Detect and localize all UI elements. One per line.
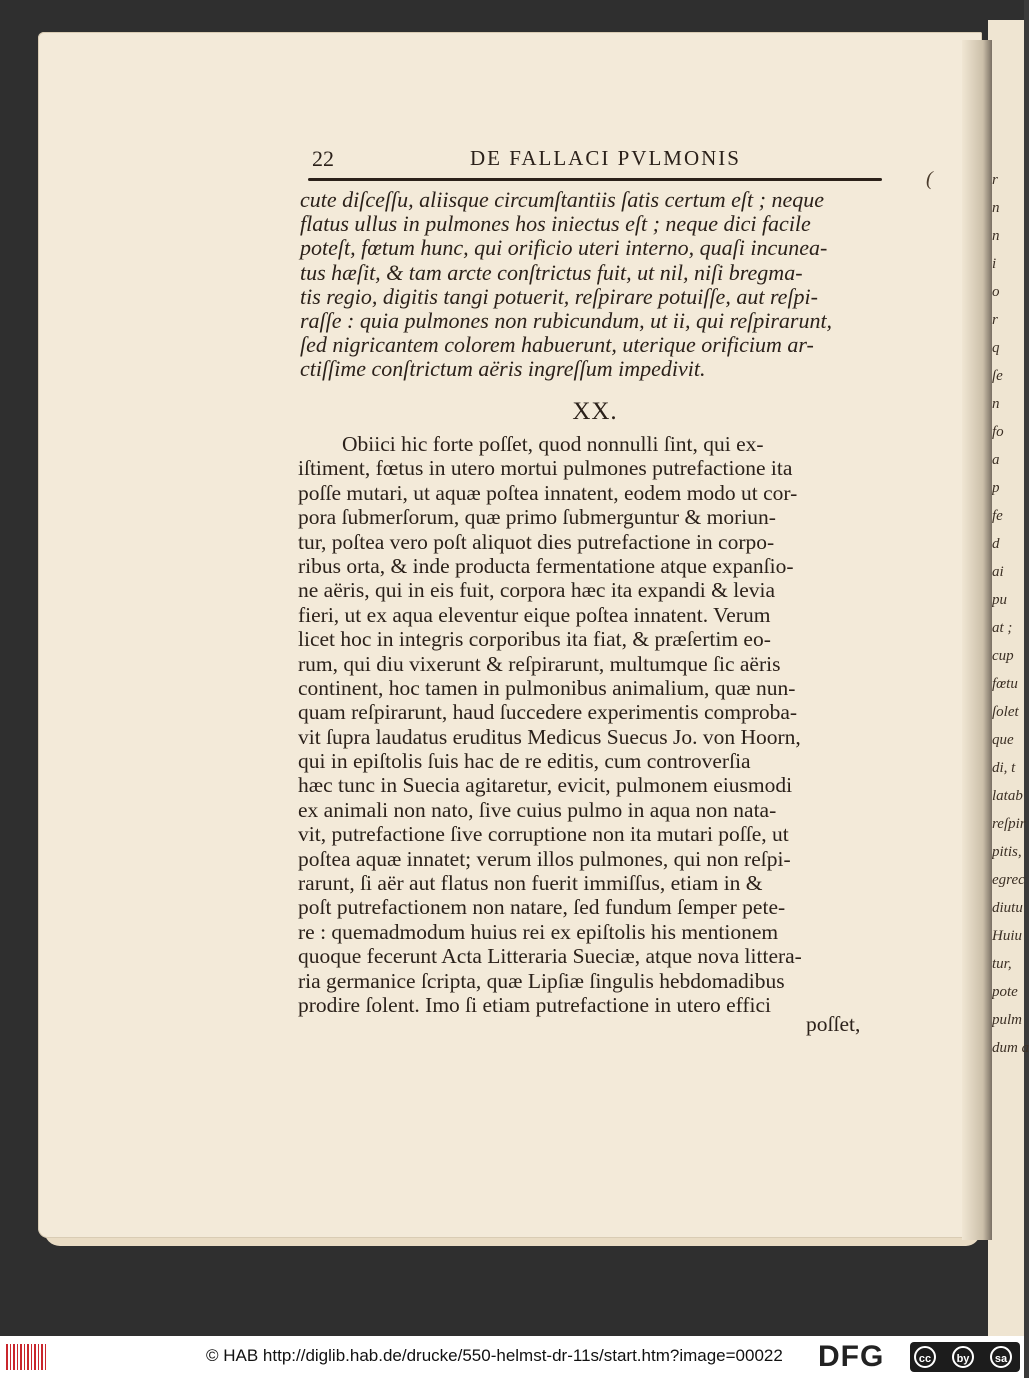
neighbor-fragment: egrec	[992, 872, 1025, 888]
neighbor-fragment: a	[992, 452, 1000, 468]
text-line: ſed nigricantem colorem habuerunt, uterique orificium ar-	[300, 332, 814, 358]
text-line: tur, poſtea vero poſt aliquot dies putrefactione in corpo-	[298, 529, 775, 554]
neighbor-fragment: n	[992, 396, 1000, 412]
text-line: pora ſubmerſorum, quæ primo ſubmerguntur & moriun-	[298, 505, 776, 530]
neighbor-fragment: diutu	[992, 900, 1023, 916]
dfg-logo: DFG	[818, 1340, 885, 1373]
text-line: prodire ſolent. Imo ſi etiam putrefactione in utero effici	[298, 992, 772, 1017]
hab-logo-icon	[6, 1344, 48, 1370]
text-line: ne aëris, qui in eis fuit, corpora hæc ita expandi & levia	[298, 578, 776, 603]
text-line: ribus orta, & inde producta fermentatione atque expanſio-	[298, 553, 794, 578]
neighbor-fragment: ſe	[992, 368, 1003, 384]
neighbor-fragment: n	[992, 200, 1000, 216]
cc-license-icon[interactable]	[910, 1342, 1020, 1372]
cc-icon: cc	[914, 1346, 936, 1368]
neighbor-fragment: pulm	[992, 1012, 1022, 1028]
margin-mark: (	[926, 168, 933, 190]
text-line: quoque fecerunt Acta Litteraria Sueciæ, atque nova littera-	[298, 944, 802, 969]
text-line: ctiſſime conſtrictum aëris ingreſſum impedivit.	[300, 356, 706, 382]
text-line: ria germanice ſcripta, quæ Lipſiæ ſingulis hebdomadibus	[298, 968, 785, 993]
by-icon: by	[952, 1346, 974, 1368]
text-line: continent, hoc tamen in pulmonibus animalium, quæ nun-	[298, 675, 796, 700]
neighbor-fragment: ſolet	[992, 704, 1019, 720]
neighbor-fragment: tur,	[992, 956, 1012, 972]
text-line: licet hoc in integris corporibus ita fiat, & præſertim eo-	[298, 627, 771, 652]
text-line: cute diſceſſu, aliisque circumſtantiis ſatis certum eſt ; neque	[300, 187, 825, 212]
neighbor-fragment: cup	[992, 648, 1014, 664]
neighbor-fragment: n	[992, 228, 1000, 244]
page-header	[312, 146, 882, 176]
neighbor-fragment: p	[992, 480, 1000, 496]
neighbor-fragment: que	[992, 732, 1014, 748]
neighbor-fragment: q	[992, 340, 1000, 356]
text-line: flatus ullus in pulmones hos iniectus eſt ; neque dici facile	[300, 211, 811, 237]
neighbor-fragment: reſpir	[992, 816, 1026, 832]
text-line: fieri, ut ex aqua eleventur eique poſtea innatent. Verum	[298, 602, 771, 627]
catchword: poſſet,	[806, 1012, 861, 1036]
neighbor-fragment: ai	[992, 564, 1004, 580]
text-line: quam reſpirarunt, haud ſuccedere experimentis comproba-	[298, 700, 798, 725]
neighbor-fragment: fe	[992, 508, 1003, 524]
section-heading: XX.	[572, 398, 618, 425]
text-line: poſſe mutari, ut aquæ poſtea innatent, eodem modo ut cor-	[298, 480, 798, 505]
text-line: poſt putrefactionem non natare, ſed fundum ſemper pete-	[298, 895, 786, 920]
text-line: poſtea aquæ innatet; verum illos pulmones, qui non reſpi-	[298, 846, 791, 871]
neighbor-fragment: Huiu	[992, 928, 1022, 944]
text-line: tus hæſit, & tam arcte conſtrictus fuit, ut nil, niſi bregma-	[300, 259, 803, 285]
neighbor-fragment: pote	[992, 984, 1018, 1000]
text-line: rarunt, ſi aër aut flatus non fuerit immiſſus, etiam in &	[298, 871, 763, 896]
text-line: Obiici hic forte poſſet, quod nonnulli ſint, qui ex-	[342, 432, 764, 456]
page-number: 22	[312, 146, 334, 171]
neighbor-fragment: at ;	[992, 620, 1013, 636]
copyright-link[interactable]: © HAB http://diglib.hab.de/drucke/550-helmst-dr-11s/start.htm?image=00022	[206, 1346, 783, 1365]
sa-icon: sa	[990, 1346, 1012, 1368]
neighbor-fragment: o	[992, 284, 1000, 300]
text-line: hæc tunc in Suecia agitaretur, evicit, pulmonem eiusmodi	[298, 773, 793, 798]
neighbor-fragment: d	[992, 536, 1000, 552]
text-line: rum, qui diu vixerunt & reſpirarunt, multumque ſic aëris	[298, 651, 781, 676]
text-line: vit ſupra laudatus eruditus Medicus Suecus Jo. von Hoorn,	[298, 724, 801, 749]
neighbor-fragment: fo	[992, 424, 1004, 440]
body-paragraph	[298, 432, 890, 1017]
neighbor-fragment: pitis,	[992, 844, 1022, 860]
neighbor-page	[988, 20, 1029, 1336]
text-line: qui in epiſtolis ſuis hac de re editis, cum controverſia	[298, 749, 751, 774]
text-line: raſſe : quia pulmones non rubicundum, ut ii, qui reſpirarunt,	[300, 307, 833, 333]
neighbor-fragment: latab	[992, 788, 1023, 804]
neighbor-fragment: dum a	[992, 1040, 1029, 1056]
footer-bar	[0, 1336, 1024, 1378]
header-rule	[308, 178, 882, 181]
text-line: tis regio, digitis tangi potuerit, reſpirare potuiſſe, aut reſpi-	[300, 283, 818, 309]
text-line: iſtiment, fœtus in utero mortui pulmones putrefactione ita	[298, 456, 793, 481]
text-line: vit, putrefactione ſive corruptione non ita mutari poſſe, ut	[298, 822, 789, 847]
italic-paragraph	[300, 188, 890, 382]
text-line: re : quemadmodum huius rei ex epiſtolis his mentionem	[298, 919, 779, 944]
neighbor-fragment: r	[992, 172, 998, 188]
neighbor-fragment: fœtu	[992, 676, 1018, 692]
neighbor-fragment: pu	[992, 592, 1007, 608]
neighbor-fragment: di, t	[992, 760, 1016, 776]
page-gutter	[962, 40, 992, 1240]
neighbor-fragment: i	[992, 256, 997, 272]
text-line: ex animali non nato, ſive cuius pulmo in aqua non nata-	[298, 797, 777, 822]
running-head: DE FALLACI PVLMONIS	[470, 146, 741, 170]
text-line: poteſt, fœtum hunc, qui orificio uteri interno, quaſi incunea-	[300, 235, 828, 261]
neighbor-fragment: r	[992, 312, 998, 328]
